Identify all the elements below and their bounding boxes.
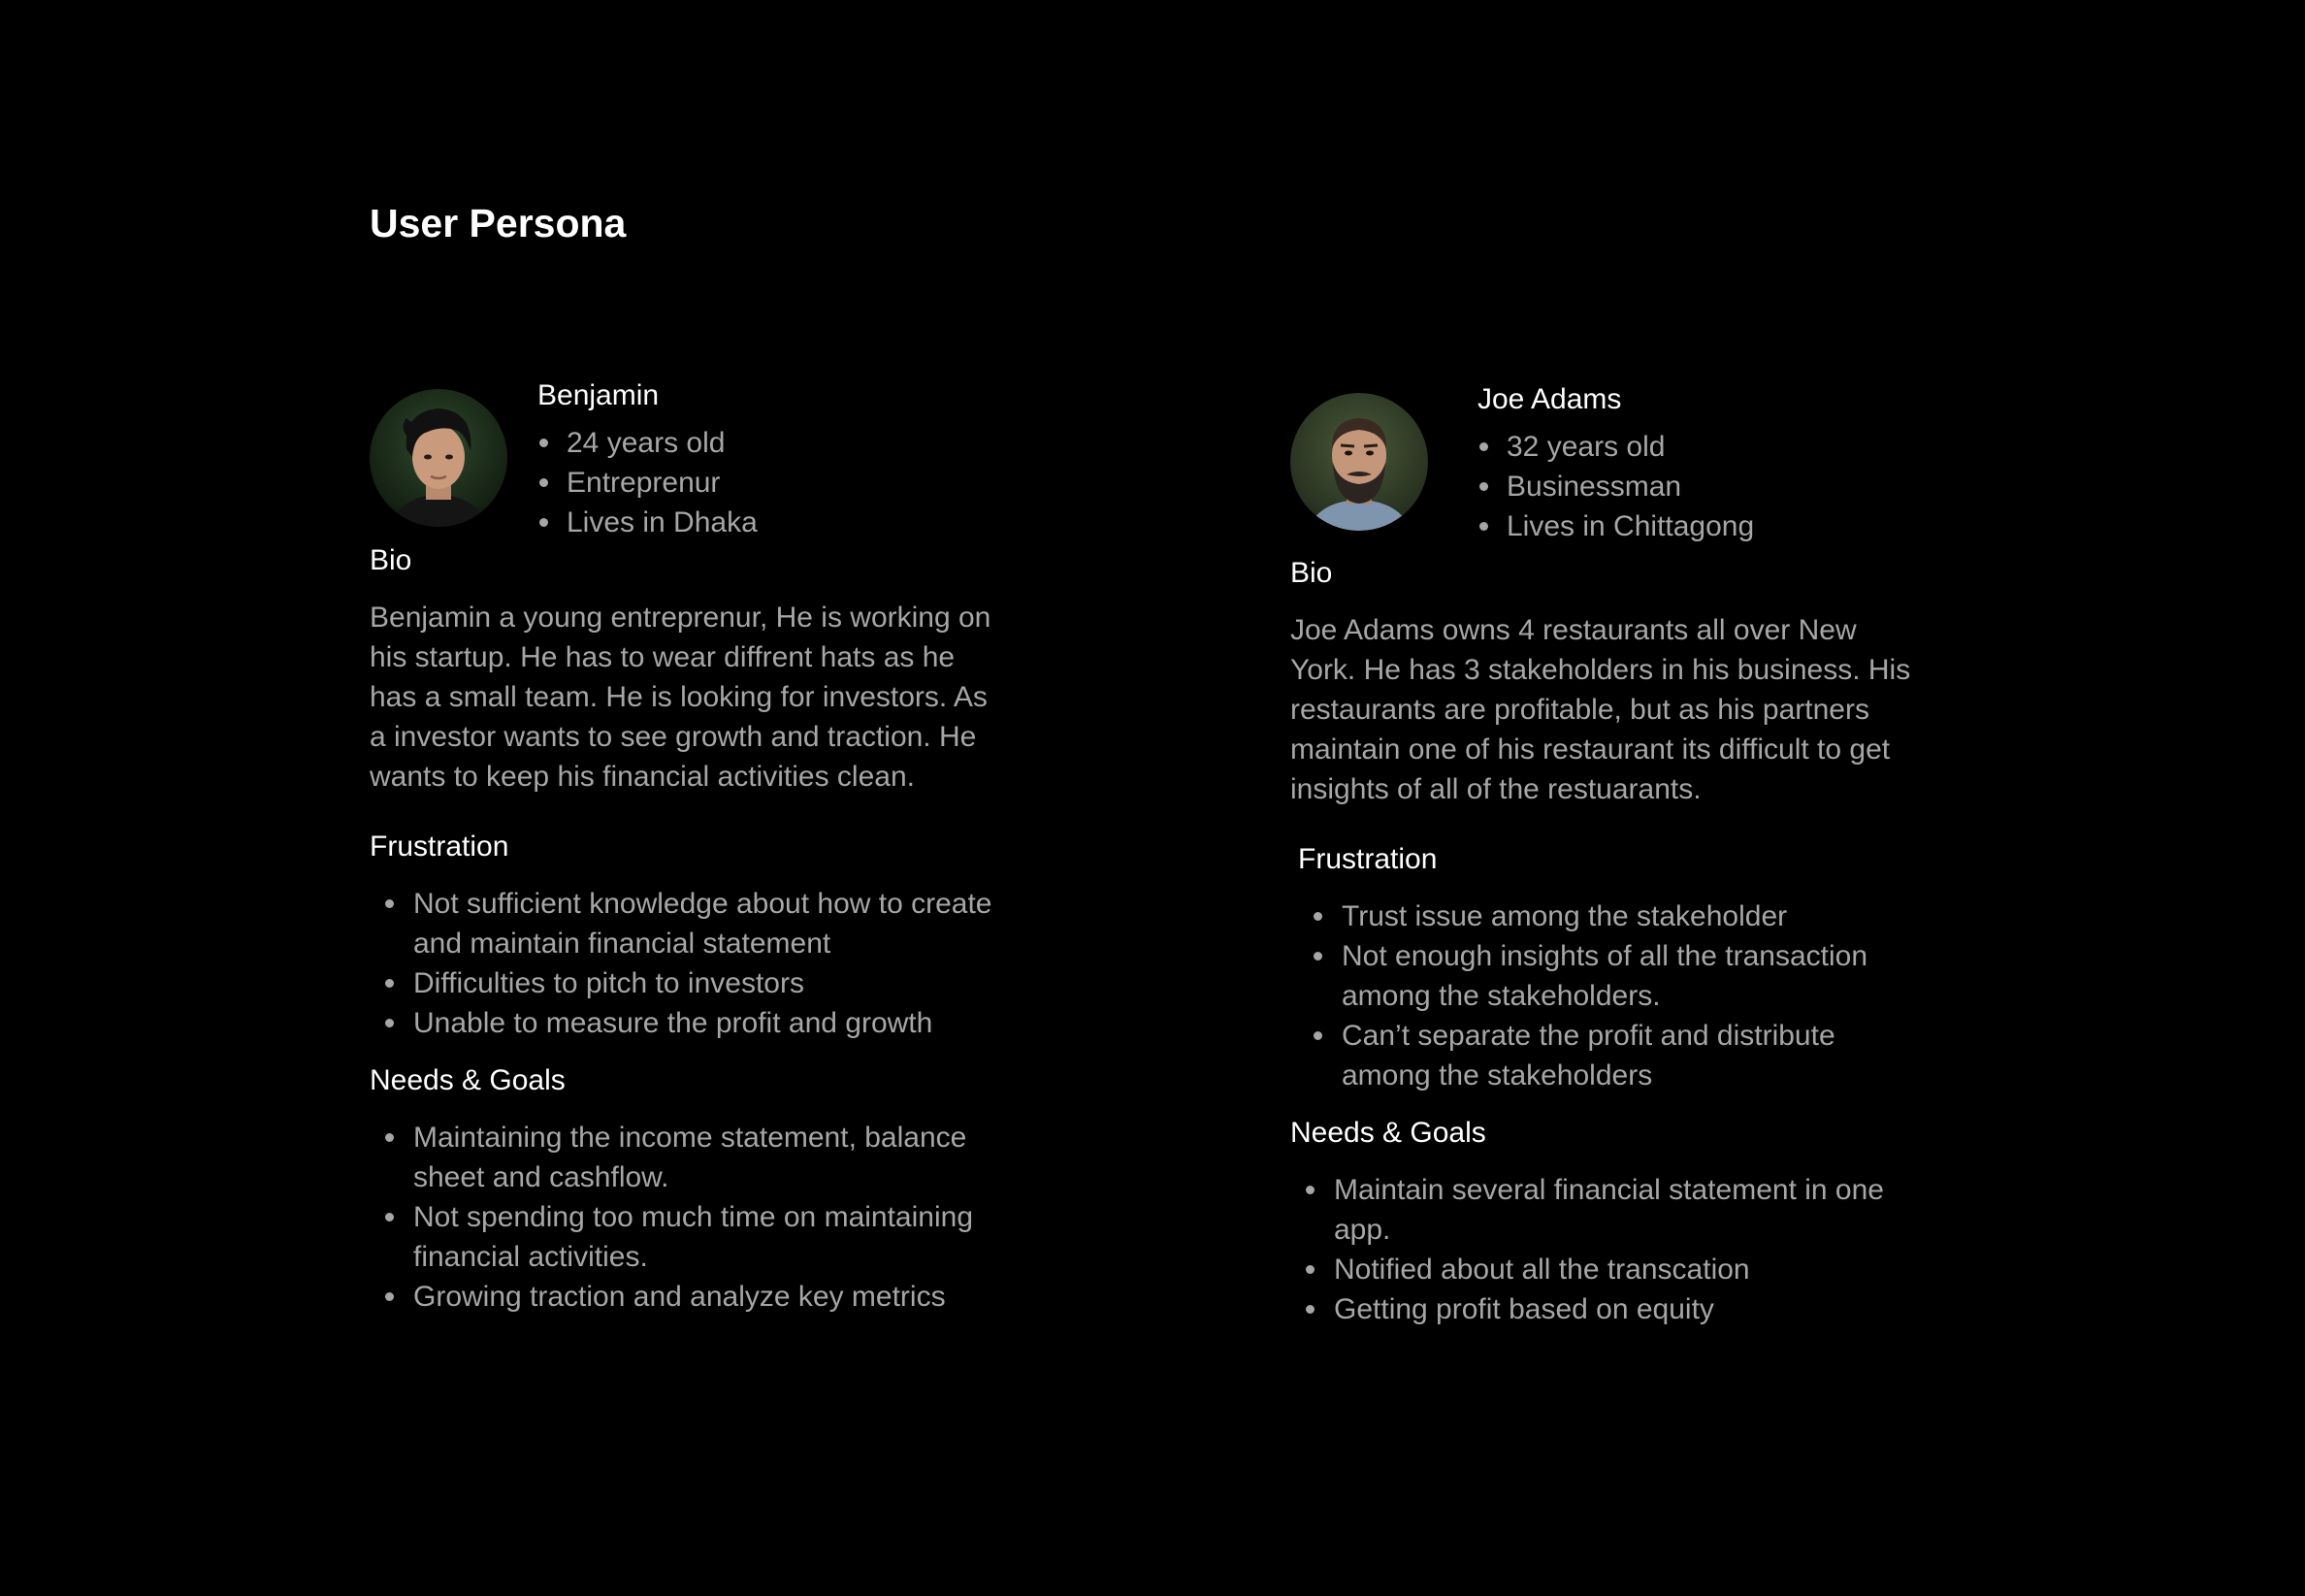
persona-name: Joe Adams [1477,383,1622,415]
list-item: Growing traction and analyze key metrics [370,1277,1000,1317]
list-item: Notified about all the transcation [1290,1250,1911,1289]
persona-facts-list [1477,427,1754,546]
needs-goals-heading: Needs & Goals [1290,1117,1486,1149]
avatar-photo-young-man-icon [370,389,507,527]
fact-age: 32 years old [1477,427,1754,467]
frustration-heading: Frustration [1298,843,1438,875]
list-item: Difficulties to pitch to investors [370,963,1000,1003]
list-item: Not spending too much time on maintaining financial activities. [370,1197,1000,1277]
fact-location: Lives in Chittagong [1477,506,1754,546]
list-item: Not enough insights of all the transaction among the stakeholders. [1298,936,1909,1016]
frustration-list [1290,896,1909,1095]
needs-goals-list [1290,1170,1911,1329]
fact-occupation: Businessman [1477,467,1754,506]
persona-card-joe-adams [1290,379,1950,1329]
needs-goals-list [370,1118,1000,1317]
needs-goals-heading: Needs & Goals [370,1064,566,1096]
persona-name: Benjamin [537,379,660,411]
list-item: Unable to measure the profit and growth [370,1003,1000,1043]
page-title: User Persona [370,201,627,245]
fact-age: 24 years old [537,423,758,463]
persona-header [1290,379,1950,544]
persona-info [1477,379,1754,546]
frustration-heading: Frustration [370,831,509,863]
bio-text: Benjamin a young entreprenur, He is working on his startup. He has to wear diffrent hats as he has a small team. He is looking for investors. As a investor wants to see growth and traction. He wants to keep his financial activities clean. [370,602,991,793]
list-item: Maintain several financial statement in one app. [1290,1170,1911,1250]
fact-occupation: Entreprenur [537,463,758,503]
bio-text: Joe Adams owns 4 restaurants all over New York. He has 3 stakeholders in his business. His restaurants are profitable, but as his partners maintain one of his restaurant its difficult to get insights of all of the restuarants. [1290,614,1911,805]
avatar [370,389,507,527]
list-item: Not sufficient knowledge about how to create and maintain financial statement [370,884,1000,963]
list-item: Maintaining the income statement, balance sheet and cashflow. [370,1118,1000,1197]
persona-facts-list [537,423,758,542]
persona-card-benjamin [370,375,1029,1317]
frustration-list [370,884,1000,1043]
list-item: Getting profit based on equity [1290,1289,1911,1329]
list-item: Can’t separate the profit and distribute among the stakeholders [1298,1016,1909,1095]
avatar [1290,393,1428,531]
list-item: Trust issue among the stakeholder [1298,896,1909,936]
fact-location: Lives in Dhaka [537,503,758,542]
bio-heading: Bio [1290,557,1333,589]
persona-header [370,375,1029,540]
bio-heading: Bio [370,544,412,576]
avatar-photo-bearded-man-icon [1290,393,1428,531]
persona-info [537,375,758,542]
